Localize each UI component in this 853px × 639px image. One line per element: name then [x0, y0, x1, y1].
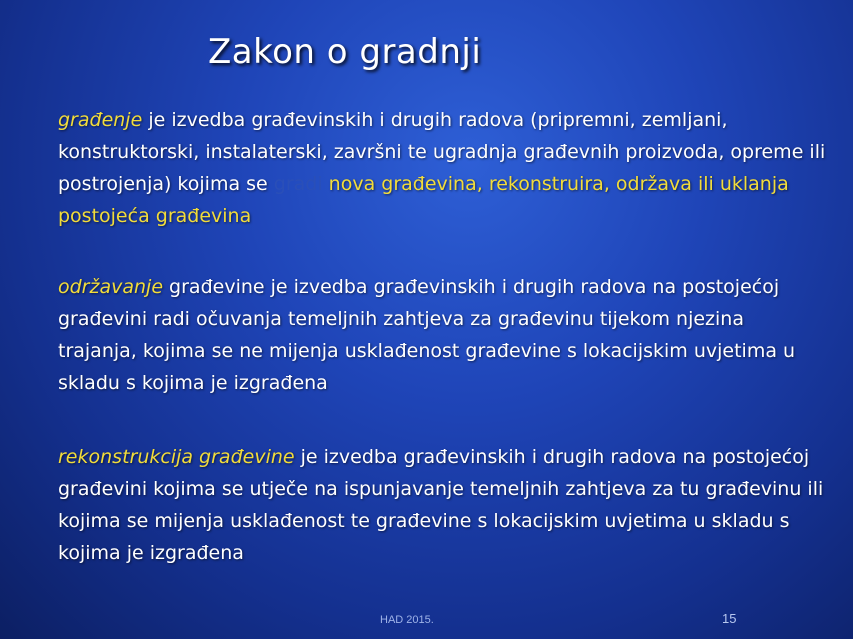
definition-text: je izvedba građevinskih i drugih radova (pripremni, zemljani, konstruktorski, instalaterski, završni te ugradnja građevnih proizvoda, opreme ili postrojenja) kojima se — [58, 109, 826, 195]
definition-odrzavanje — [58, 271, 828, 399]
page-number: 15 — [722, 611, 737, 626]
definition-text: građevine je izvedba građevinskih i drugih radova na postojećoj građevini radi očuvanja temeljnih zahtjeva za građevinu tijekom njezina trajanja, kojima se ne mijenja usklađenost građevine s lokacijskim uvjetima u skladu s kojima je izgrađena — [58, 276, 796, 394]
definition-rekonstrukcija — [58, 441, 828, 569]
slide-title: Zakon o gradnji — [208, 32, 482, 72]
faint-word: gradi — [273, 173, 323, 195]
definition-gradjenje — [58, 104, 828, 232]
footer-label: HAD 2015. — [380, 614, 434, 626]
term-rekonstrukcija: rekonstrukcija građevine — [58, 446, 295, 468]
definition-text: je izvedba građevinskih i drugih radova na postojećoj građevini kojima se utječe na ispunjavanje temeljnih zahtjeva za tu građevinu ili kojima se mijenja usklađenost te građevine s lokacijskim uvjetima u skladu s kojima je izgrađena — [58, 446, 824, 564]
term-gradjenje: građenje — [58, 109, 143, 131]
term-odrzavanje: održavanje — [58, 276, 164, 298]
highlight-text: nova građevina, rekonstruira, održava ili uklanja postojeća građevina — [58, 173, 789, 227]
